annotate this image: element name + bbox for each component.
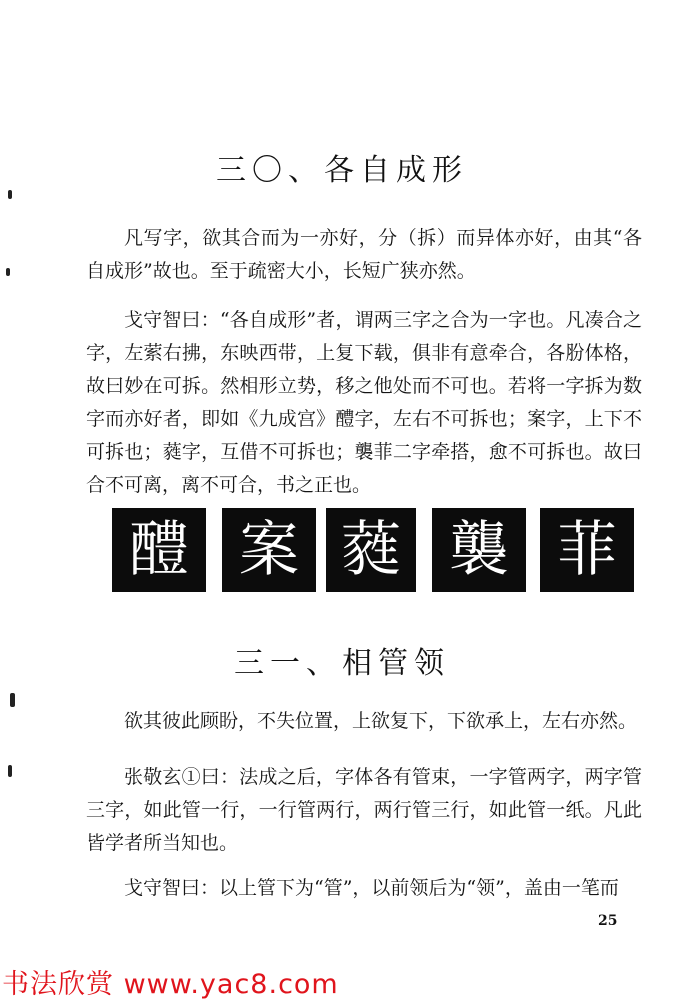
example-character: 案 [222, 508, 316, 592]
example-character: 襲 [432, 508, 526, 592]
section-title: 三〇、各自成形 [216, 153, 468, 188]
paragraph: 欲其彼此顾盼，不失位置，上欲复下，下欲承上，左右亦然。 [124, 710, 638, 732]
paragraph: 戈守智曰：以上管下为“管”，以前领后为“领”，盖由一笔而 [124, 877, 619, 899]
scan-speck [8, 765, 12, 777]
page-number: 25 [598, 913, 618, 929]
example-character: 蕤 [326, 508, 416, 592]
example-character: 醴 [112, 508, 206, 592]
scan-speck [6, 268, 10, 276]
section-title: 三一、相管领 [234, 646, 450, 681]
scan-speck [8, 190, 12, 199]
paragraph: 张敬玄①曰：法成之后，字体各有管束，一字管两字，两字管三字，如此管一行，一行管两行，两行管三行，如此管一纸。凡此皆学者所当知也。 [86, 766, 642, 854]
paragraph: 戈守智曰：“各自成形”者，谓两三字之合为一字也。凡凑合之字，左萦右拂，东映西带，上复下载，俱非有意牵合，各肦体格，故曰妙在可拆。然相形立势，移之他处而不可也。若将一字拆为数字而亦好者，即如《九成宫》醴字，左右不可拆也；案字，上下不可拆也；蕤字，互借不可拆也；襲菲二字牵搭，愈不可拆也。故曰合不可离，离不可合，书之正也。 [86, 309, 642, 496]
site-watermark: 书法欣赏 www.yac8.com [2, 969, 339, 1000]
example-character: 菲 [540, 508, 634, 592]
paragraph: 凡写字，欲其合而为一亦好，分（拆）而异体亦好，由其“各自成形”故也。至于疏密大小，长短广狭亦然。 [86, 227, 642, 282]
example-character-row [0, 508, 684, 592]
scan-speck [10, 693, 15, 707]
